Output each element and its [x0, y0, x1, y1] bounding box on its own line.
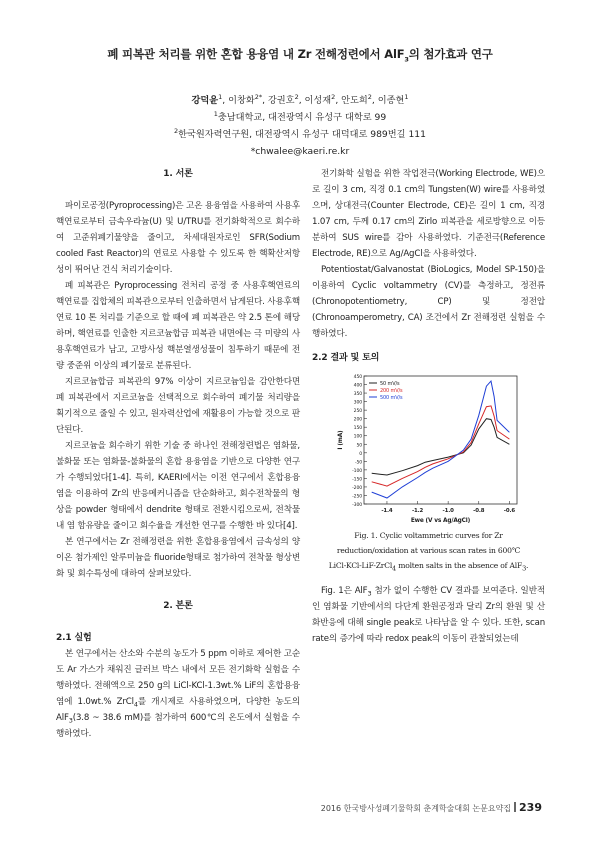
- series-line: [372, 419, 510, 475]
- left-column: [56, 166, 300, 742]
- y-tick-label: 250: [353, 409, 362, 415]
- section-heading-body: 2. 본론: [163, 601, 193, 611]
- paper-title: 폐 피복관 처리를 위한 혼합 용융염 내 Zr 전해정련에서 AlF$_3$의 첨가효과 연구: [107, 47, 493, 64]
- subsection-heading-experiment: 2.1 실험: [56, 633, 92, 643]
- y-tick-label: 200: [353, 417, 362, 423]
- contact-email: *chwalee@kaeri.re.kr: [250, 146, 350, 157]
- y-tick-label: -250: [352, 494, 362, 500]
- figure-caption: Fig. 1. Cyclic voltammetric curves for Zr reduction/oxidation at various scan rates in 600℃ LiCl-KCl-LiF-ZrCl$_4$ molten salts in the absence of AlF$_3$.: [328, 531, 529, 573]
- figure-1: [312, 368, 545, 526]
- affiliation-2: $^2$한국원자력연구원, 대전광역시 유성구 대덕대로 989번길 111: [174, 126, 426, 140]
- x-tick-label: -0.6: [503, 508, 515, 514]
- section-heading-intro: 1. 서론: [163, 169, 193, 179]
- paragraph: 폐 피복관은 Pyroprocessing 전처리 공정 중 사용후핵연료의 핵연료를 집합체의 피복관으로부터 인출하면서 남게된다. 사용후핵연료 10 톤 처리를 기준으로 할 때에 폐 피복관은 약 2.5 톤에 해당하며, 핵연료를 인출한 지르코늄합금 피복관 내면에는 극 미량의 사용후핵연료가 남고, 고방사성 핵분열생성물이 침투하기 때문에 전량 중준위 이상의 폐기물로 분류된다.: [56, 281, 300, 371]
- footer-text: 2016 한국방사성폐기물학회 춘계학술대회 논문요약집: [320, 804, 512, 813]
- legend-label: 200 mV/s: [380, 388, 403, 394]
- y-tick-label: 50: [356, 443, 362, 449]
- series-line: [372, 406, 510, 486]
- cv-chart: [312, 368, 545, 526]
- subsection-heading-results: 2.2 결과 및 토의: [312, 353, 380, 363]
- author-block: [0, 92, 600, 160]
- x-tick-label: -1.4: [381, 508, 393, 514]
- paragraph: Potentiostat/Galvanostat (BioLogics, Model SP-150)을 이용하여 Cyclic voltammetry (CV)를 측정하고, 정전류(Chronopotentiometry, CP) 및 정전압(Chronoamperometry, CA) 조건에서 Zr 전해정련 실험을 수행하였다.: [312, 265, 545, 339]
- y-tick-label: -300: [352, 503, 362, 508]
- paragraph: 본 연구에서는 산소와 수분의 농도가 5 ppm 이하로 제어한 고순도 Ar 가스가 채워진 글러브 박스 내에서 모든 전기화학 실험을 수행하였다. 전해액으로 250 g의 LiCl-KCl-1.3wt.% LiF의 혼합용융염에 1.0wt.% ZrCl$_4$를 개시제로 사용하였으며, 다양한 농도의 AlF$_3$(3.8 ~ 38.6 mM)를 첨가하여 600℃의 온도에서 실험을 수행하였다.: [56, 649, 300, 739]
- y-tick-label: 100: [353, 434, 362, 440]
- y-tick-label: -200: [352, 485, 362, 491]
- y-tick-label: -50: [354, 460, 362, 466]
- page-number: 239: [519, 801, 542, 814]
- y-axis-label: I (mA): [338, 430, 344, 450]
- author-list: 강덕윤$^1$, 이창화$^{2*}$, 강권호$^2$, 이성재$^2$, 안도희$^2$, 이종현$^1$: [191, 92, 409, 106]
- paragraph: 지르코늄을 회수하기 위한 기술 중 하나인 전해정련법은 염화물, 불화물 또는 염화물-불화물의 혼합 용융염을 기반으로 다양한 연구가 수행되었다[1-4]. 특히, KAERI에서는 이전 연구에서 혼합용융염을 이용하여 Zr의 반응메커니즘을 단순화하고, 회수전착물의 형상을 powder 형태에서 dendrite 형태로 전환시킴으로써, 전착물 내 염 함유량을 줄이고 회수율을 개선한 연구를 수행한 바 있다[4].: [56, 441, 300, 531]
- right-column: [312, 166, 545, 647]
- legend-label: 50 mV/s: [380, 381, 400, 387]
- y-tick-label: -100: [352, 468, 362, 474]
- y-tick-label: 150: [353, 426, 362, 432]
- y-tick-label: 350: [353, 392, 362, 398]
- paragraph: 파이로공정(Pyroprocessing)은 고온 용융염을 사용하여 사용후핵연료로부터 금속우라늄(U) 및 U/TRU를 전기화학적으로 회수하여 고준위폐기물양을 줄이고, 차세대원자로인 SFR(Sodium cooled Fast Reactor)의 연료로 사용할 수 있도록 한 핵확산저항성이 뛰어난 건식 처리기술이다.: [56, 201, 300, 275]
- paragraph: 지르코늄합금 피복관의 97% 이상이 지르코늄임을 감안한다면 폐 피복관에서 지르코늄을 선택적으로 회수하여 폐기물 처리량을 획기적으로 줄일 수 있고, 원자력산업에 재활용이 가능할 것으로 판단된다.: [56, 377, 300, 435]
- paragraph: Fig. 1은 AlF$_3$ 첨가 없이 수행한 CV 결과를 보여준다. 일반적인 염화물 기반에서의 다단계 환원공정과 달리 Zr의 환원 및 산화반응에 대해 single peak로 나타남을 알 수 있다. 또한, scan rate의 증가에 따라 redox peak의 이동이 관찰되었는데: [312, 586, 546, 644]
- x-tick-label: -1.0: [442, 508, 454, 514]
- x-tick-label: -0.8: [473, 508, 485, 514]
- x-axis-label: Ewe (V vs Ag/AgCl): [410, 518, 471, 524]
- affiliation-1: $^1$충남대학교, 대전광역시 유성구 대학로 99: [213, 109, 387, 123]
- y-tick-label: 450: [353, 375, 362, 380]
- page-footer: [321, 801, 542, 814]
- legend-label: 500 mV/s: [380, 395, 403, 401]
- y-tick-label: -150: [352, 477, 362, 483]
- y-tick-label: 0: [359, 451, 362, 457]
- y-tick-label: 400: [353, 383, 362, 389]
- paragraph: 본 연구에서는 Zr 전해정련을 위한 혼합용융염에서 금속성의 양이온 첨가제인 알루미늄을 fluoride형태로 첨가하여 전착물 형상변화 및 회수특성에 대하여 살펴보았다.: [56, 537, 300, 579]
- x-tick-label: -1.2: [411, 508, 424, 514]
- paragraph: 전기화학 실험을 위한 작업전극(Working Electrode, WE)으로 길이 3 cm, 직경 0.1 cm의 Tungsten(W) wire를 사용하였으며, 상대전극(Counter Electrode, CE)은 길이 1 cm, 직경 1.07 cm, 두께 0.17 cm의 Zirlo 피복관을 세로방향으로 이등분하여 SUS wire를 감아 사용하였다. 기준전극(Reference Electrode, RE)으로 Ag/AgCl을 사용하였다.: [312, 169, 545, 259]
- y-tick-label: 300: [353, 400, 362, 406]
- footer-divider: [514, 802, 516, 812]
